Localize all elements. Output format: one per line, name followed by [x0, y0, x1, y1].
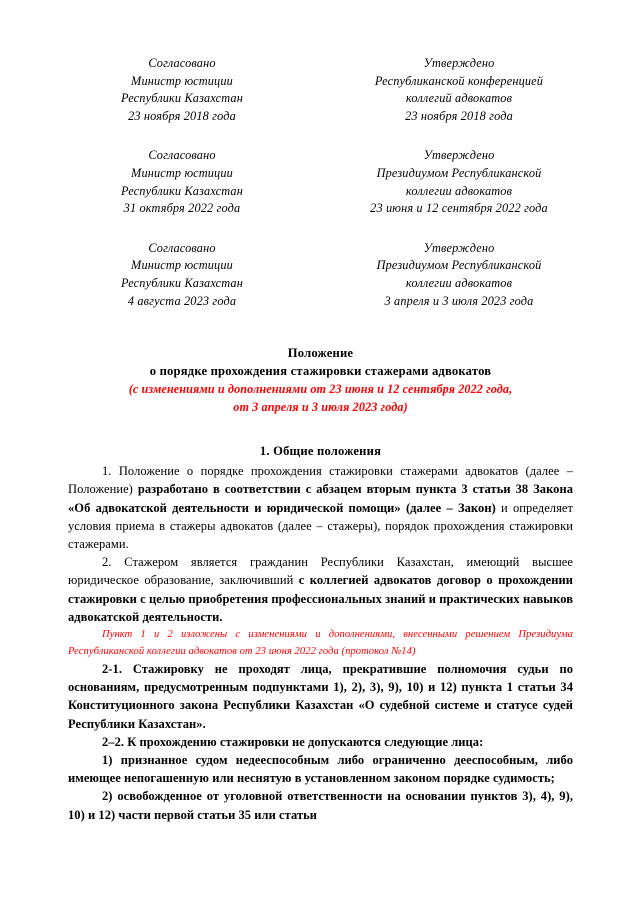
amendment-note-1: Пункт 1 и 2 изложены с изменениями и дополнениями, внесенными решением Президиума Республиканской коллегии адвокатов от 23 июня 2022 года (протокол №14) [68, 628, 573, 657]
page-title [68, 344, 573, 380]
approval-line: Согласовано [148, 240, 216, 255]
approval-left-1 [68, 55, 296, 125]
approval-right-2 [345, 147, 573, 217]
paragraph-2-1: 2-1. Стажировку не проходят лица, прекратившие полномочия судьи по основаниям, предусмотренным подпунктами 1), 2), 3), 9), 10) и 12) пункта 1 статьи 34 Конституционного закона Республики Казахстан «О судебной системе и статусе судей Республики Казахстан». [68, 661, 573, 731]
subtitle-line-1: (с изменениями и дополнениями от 23 июня и 12 сентября 2022 года, [128, 382, 513, 397]
approval-left-3 [68, 240, 296, 310]
approval-line: коллегии адвокатов [405, 183, 513, 198]
approval-row [68, 240, 573, 310]
approval-line: Министр юстиции [131, 165, 233, 180]
approval-line: Президиумом Республиканской [376, 258, 542, 273]
paragraph-2-2: 2–2. К прохождению стажировки не допускаются следующие лица: [102, 734, 484, 749]
paragraph-1 [68, 462, 573, 553]
approval-line: 23 ноября 2018 года [128, 108, 236, 123]
approval-line: Согласовано [148, 148, 216, 163]
approval-line: 3 апреля и 3 июля 2023 года [384, 293, 534, 308]
approval-line: Республики Казахстан [121, 183, 243, 198]
approval-line: коллегий адвокатов [405, 91, 513, 106]
approval-line: Утверждено [423, 240, 495, 255]
approval-row [68, 55, 573, 125]
approval-line: Министр юстиции [131, 258, 233, 273]
approval-line: Республики Казахстан [121, 91, 243, 106]
approval-line: Министр юстиции [131, 73, 233, 88]
approval-line: 23 ноября 2018 года [405, 108, 513, 123]
subtitle-line-2: от 3 апреля и 3 июля 2023 года) [233, 400, 408, 415]
paragraph-2-text-a: 2. Стажером является гражданин Республики Казахстан, имеющий высшее юридическое образование, заключивший [68, 555, 573, 588]
paragraph-2 [68, 553, 573, 626]
approval-row [68, 147, 573, 217]
approval-line: Республиканской конференцией [374, 73, 544, 88]
paragraph-1-bold-a: разработано в соответствии с абзацем вторым пункта 3 статьи 38 Закона «Об адвокатской деятельности и юридической помощи» (далее – Закон) [68, 482, 574, 515]
title-block [68, 344, 573, 416]
section-heading-1: 1. Общие положения [259, 444, 382, 459]
approval-right-1 [345, 55, 573, 125]
approval-line: Утверждено [423, 148, 495, 163]
approval-line: Согласовано [148, 56, 216, 70]
approval-line: Утверждено [423, 56, 495, 70]
list-item-1: 1) признанное судом недееспособным либо ограниченно дееспособным, либо имеющее непогашенную или неснятую в установленном законом порядке судимость; [68, 752, 573, 786]
amendments-subtitle [68, 380, 573, 416]
approval-line: 4 августа 2023 года [127, 293, 237, 308]
approval-line: коллегии адвокатов [405, 275, 513, 290]
approval-line: 31 октября 2022 года [123, 201, 241, 216]
approval-right-3 [345, 240, 573, 310]
paragraph-1-text-a: 1. Положение о порядке прохождения стажировки стажерами адвокатов (далее – Положение) [68, 464, 573, 497]
page-content [68, 0, 573, 824]
title-line-2: о порядке прохождения стажировки стажерами адвокатов [149, 364, 492, 379]
approval-line: Президиумом Республиканской [376, 165, 542, 180]
approval-left-2 [68, 147, 296, 217]
list-item-2: 2) освобожденное от уголовной ответственности на основании пунктов 3), 4), 9), 10) и 12) части первой статьи 35 или статьи [68, 789, 573, 822]
paragraph-2-bold-a: с коллегией адвокатов договор о прохождении стажировки с целью приобретения профессиональных знаний и практических навыков адвокатской деятельности. [68, 573, 573, 624]
approval-line: Республики Казахстан [121, 275, 243, 290]
approvals-header [68, 0, 573, 310]
paragraph-1-text-b: и определяет условия приема в стажеры адвокатов (далее – стажеры), порядок прохождения стажировки стажерами. [68, 500, 573, 551]
title-line-1: Положение [287, 346, 354, 361]
approval-line: 23 июня и 12 сентября 2022 года [370, 201, 548, 216]
